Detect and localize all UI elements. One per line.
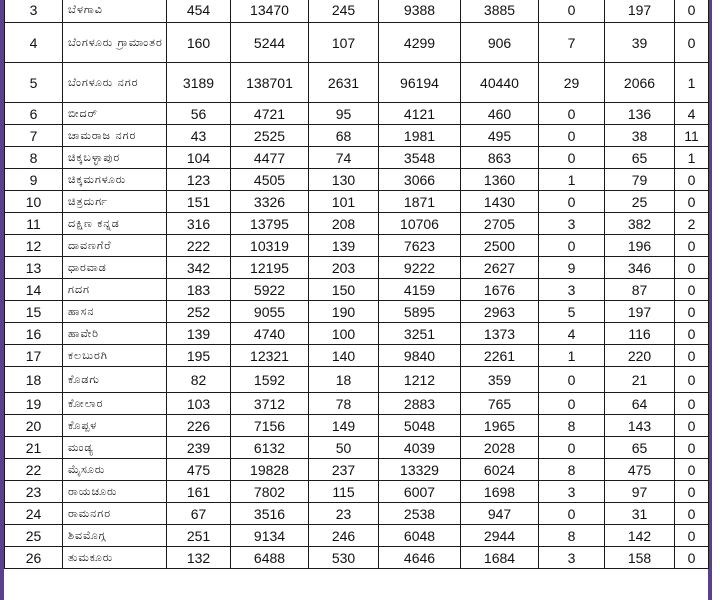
- value-cell: 1676: [461, 279, 539, 301]
- value-cell: 2963: [461, 301, 539, 323]
- value-cell: 116: [605, 323, 675, 345]
- value-cell: 3: [539, 279, 605, 301]
- district-name-cell: ರಾಯಚೂರು: [63, 481, 167, 503]
- value-cell: 7: [539, 23, 605, 63]
- value-cell: 197: [605, 301, 675, 323]
- value-cell: 68: [309, 125, 379, 147]
- district-name-cell: ಕೊಪ್ಪಳ: [63, 415, 167, 437]
- value-cell: 245: [309, 0, 379, 23]
- table-row: [5, 147, 709, 169]
- value-cell: 0: [675, 279, 709, 301]
- value-cell: 2631: [309, 63, 379, 103]
- serial-number-cell: 18: [5, 367, 63, 393]
- value-cell: 79: [605, 169, 675, 191]
- value-cell: 4121: [379, 103, 461, 125]
- value-cell: 0: [675, 169, 709, 191]
- value-cell: 132: [167, 547, 231, 569]
- value-cell: 460: [461, 103, 539, 125]
- serial-number-cell: 21: [5, 437, 63, 459]
- value-cell: 9134: [231, 525, 309, 547]
- value-cell: 56: [167, 103, 231, 125]
- value-cell: 1: [675, 63, 709, 103]
- value-cell: 65: [605, 437, 675, 459]
- value-cell: 7802: [231, 481, 309, 503]
- value-cell: 1592: [231, 367, 309, 393]
- value-cell: 2538: [379, 503, 461, 525]
- value-cell: 237: [309, 459, 379, 481]
- serial-number-cell: 25: [5, 525, 63, 547]
- value-cell: 0: [675, 481, 709, 503]
- value-cell: 158: [605, 547, 675, 569]
- value-cell: 0: [539, 0, 605, 23]
- table-row: [5, 191, 709, 213]
- table-row: [5, 415, 709, 437]
- table-row: [5, 437, 709, 459]
- value-cell: 1871: [379, 191, 461, 213]
- value-cell: 3712: [231, 393, 309, 415]
- district-name-cell: ತುಮಕೂರು: [63, 547, 167, 569]
- table-row: [5, 323, 709, 345]
- value-cell: 87: [605, 279, 675, 301]
- value-cell: 0: [539, 503, 605, 525]
- table-row: [5, 503, 709, 525]
- value-cell: 5244: [231, 23, 309, 63]
- value-cell: 13470: [231, 0, 309, 23]
- value-cell: 0: [675, 525, 709, 547]
- value-cell: 130: [309, 169, 379, 191]
- value-cell: 19828: [231, 459, 309, 481]
- value-cell: 246: [309, 525, 379, 547]
- serial-number-cell: 10: [5, 191, 63, 213]
- value-cell: 2261: [461, 345, 539, 367]
- table-row: [5, 213, 709, 235]
- district-name-cell: ಚಿಕ್ಕಮಗಳೂರು: [63, 169, 167, 191]
- value-cell: 1965: [461, 415, 539, 437]
- serial-number-cell: 4: [5, 23, 63, 63]
- district-name-cell: ಕಲಬುರಗಿ: [63, 345, 167, 367]
- value-cell: 101: [309, 191, 379, 213]
- value-cell: 190: [309, 301, 379, 323]
- value-cell: 3: [539, 481, 605, 503]
- value-cell: 6488: [231, 547, 309, 569]
- value-cell: 4505: [231, 169, 309, 191]
- value-cell: 0: [675, 345, 709, 367]
- value-cell: 1360: [461, 169, 539, 191]
- value-cell: 8: [539, 415, 605, 437]
- district-name-cell: ಹಾವೇರಿ: [63, 323, 167, 345]
- table-row: [5, 367, 709, 393]
- value-cell: 39: [605, 23, 675, 63]
- value-cell: 6024: [461, 459, 539, 481]
- value-cell: 359: [461, 367, 539, 393]
- value-cell: 50: [309, 437, 379, 459]
- serial-number-cell: 19: [5, 393, 63, 415]
- value-cell: 82: [167, 367, 231, 393]
- table-row: [5, 525, 709, 547]
- serial-number-cell: 13: [5, 257, 63, 279]
- table-row: [5, 345, 709, 367]
- district-name-cell: ಗದಗ: [63, 279, 167, 301]
- value-cell: 0: [675, 323, 709, 345]
- district-name-cell: ಶಿವಮೊಗ್ಗ: [63, 525, 167, 547]
- value-cell: 149: [309, 415, 379, 437]
- value-cell: 0: [675, 459, 709, 481]
- serial-number-cell: 15: [5, 301, 63, 323]
- value-cell: 0: [675, 547, 709, 569]
- value-cell: 947: [461, 503, 539, 525]
- value-cell: 0: [675, 235, 709, 257]
- value-cell: 6132: [231, 437, 309, 459]
- value-cell: 40440: [461, 63, 539, 103]
- value-cell: 3: [539, 547, 605, 569]
- value-cell: 475: [605, 459, 675, 481]
- value-cell: 863: [461, 147, 539, 169]
- value-cell: 150: [309, 279, 379, 301]
- value-cell: 2705: [461, 213, 539, 235]
- value-cell: 4039: [379, 437, 461, 459]
- value-cell: 5922: [231, 279, 309, 301]
- value-cell: 0: [539, 393, 605, 415]
- value-cell: 2627: [461, 257, 539, 279]
- district-name-cell: ಕೊಡಗು: [63, 367, 167, 393]
- value-cell: 6048: [379, 525, 461, 547]
- value-cell: 7156: [231, 415, 309, 437]
- value-cell: 0: [539, 191, 605, 213]
- value-cell: 100: [309, 323, 379, 345]
- value-cell: 197: [605, 0, 675, 23]
- value-cell: 1684: [461, 547, 539, 569]
- district-name-cell: ಮೈಸೂರು: [63, 459, 167, 481]
- value-cell: 2028: [461, 437, 539, 459]
- value-cell: 4721: [231, 103, 309, 125]
- value-cell: 222: [167, 235, 231, 257]
- table-row: [5, 169, 709, 191]
- value-cell: 2525: [231, 125, 309, 147]
- value-cell: 252: [167, 301, 231, 323]
- serial-number-cell: 23: [5, 481, 63, 503]
- value-cell: 0: [539, 367, 605, 393]
- district-name-cell: ಬೆಂಗಳೂರು ಗ್ರಾಮಾಂತರ: [63, 23, 167, 63]
- value-cell: 67: [167, 503, 231, 525]
- table-row: [5, 235, 709, 257]
- value-cell: 195: [167, 345, 231, 367]
- value-cell: 10319: [231, 235, 309, 257]
- value-cell: 0: [539, 125, 605, 147]
- value-cell: 7623: [379, 235, 461, 257]
- value-cell: 3189: [167, 63, 231, 103]
- value-cell: 251: [167, 525, 231, 547]
- value-cell: 0: [539, 235, 605, 257]
- value-cell: 103: [167, 393, 231, 415]
- value-cell: 382: [605, 213, 675, 235]
- value-cell: 95: [309, 103, 379, 125]
- value-cell: 0: [539, 437, 605, 459]
- district-name-cell: ಚಾಮರಾಜ ನಗರ: [63, 125, 167, 147]
- serial-number-cell: 6: [5, 103, 63, 125]
- serial-number-cell: 9: [5, 169, 63, 191]
- value-cell: 220: [605, 345, 675, 367]
- value-cell: 143: [605, 415, 675, 437]
- serial-number-cell: 26: [5, 547, 63, 569]
- value-cell: 2066: [605, 63, 675, 103]
- value-cell: 3066: [379, 169, 461, 191]
- serial-number-cell: 8: [5, 147, 63, 169]
- serial-number-cell: 20: [5, 415, 63, 437]
- table-row: [5, 547, 709, 569]
- serial-number-cell: 11: [5, 213, 63, 235]
- value-cell: 5895: [379, 301, 461, 323]
- table-row: [5, 301, 709, 323]
- value-cell: 136: [605, 103, 675, 125]
- value-cell: 43: [167, 125, 231, 147]
- district-name-cell: ಚಿಕ್ಕಬಳ್ಳಾಪುರ: [63, 147, 167, 169]
- value-cell: 0: [539, 103, 605, 125]
- value-cell: 64: [605, 393, 675, 415]
- value-cell: 8: [539, 525, 605, 547]
- value-cell: 5048: [379, 415, 461, 437]
- value-cell: 4646: [379, 547, 461, 569]
- value-cell: 1: [539, 345, 605, 367]
- value-cell: 495: [461, 125, 539, 147]
- value-cell: 906: [461, 23, 539, 63]
- value-cell: 183: [167, 279, 231, 301]
- value-cell: 0: [675, 301, 709, 323]
- value-cell: 4: [539, 323, 605, 345]
- value-cell: 11: [675, 125, 709, 147]
- table-row: [5, 125, 709, 147]
- value-cell: 3885: [461, 0, 539, 23]
- value-cell: 1430: [461, 191, 539, 213]
- value-cell: 316: [167, 213, 231, 235]
- value-cell: 21: [605, 367, 675, 393]
- value-cell: 9388: [379, 0, 461, 23]
- table-row: [5, 23, 709, 63]
- value-cell: 765: [461, 393, 539, 415]
- value-cell: 142: [605, 525, 675, 547]
- value-cell: 3: [539, 213, 605, 235]
- table-row: [5, 459, 709, 481]
- value-cell: 4: [675, 103, 709, 125]
- value-cell: 3548: [379, 147, 461, 169]
- value-cell: 104: [167, 147, 231, 169]
- value-cell: 0: [675, 393, 709, 415]
- district-name-cell: ಹಾಸನ: [63, 301, 167, 323]
- value-cell: 0: [539, 147, 605, 169]
- value-cell: 1698: [461, 481, 539, 503]
- district-name-cell: ಮಂಡ್ಯ: [63, 437, 167, 459]
- value-cell: 4159: [379, 279, 461, 301]
- value-cell: 13795: [231, 213, 309, 235]
- value-cell: 239: [167, 437, 231, 459]
- value-cell: 2500: [461, 235, 539, 257]
- value-cell: 196: [605, 235, 675, 257]
- table-row: [5, 393, 709, 415]
- value-cell: 97: [605, 481, 675, 503]
- serial-number-cell: 7: [5, 125, 63, 147]
- value-cell: 530: [309, 547, 379, 569]
- table-row: [5, 63, 709, 103]
- serial-number-cell: 14: [5, 279, 63, 301]
- district-name-cell: ಕೋಲಾರ: [63, 393, 167, 415]
- serial-number-cell: 22: [5, 459, 63, 481]
- value-cell: 0: [675, 503, 709, 525]
- value-cell: 5: [539, 301, 605, 323]
- district-cases-table: [4, 0, 709, 569]
- value-cell: 1212: [379, 367, 461, 393]
- value-cell: 4740: [231, 323, 309, 345]
- district-name-cell: ದಾವಣಗೆರೆ: [63, 235, 167, 257]
- serial-number-cell: 5: [5, 63, 63, 103]
- value-cell: 1: [539, 169, 605, 191]
- value-cell: 29: [539, 63, 605, 103]
- value-cell: 1373: [461, 323, 539, 345]
- value-cell: 2944: [461, 525, 539, 547]
- value-cell: 139: [309, 235, 379, 257]
- value-cell: 10706: [379, 213, 461, 235]
- value-cell: 38: [605, 125, 675, 147]
- value-cell: 12195: [231, 257, 309, 279]
- district-name-cell: ಬೆಳಗಾವಿ: [63, 0, 167, 23]
- table-row: [5, 481, 709, 503]
- value-cell: 475: [167, 459, 231, 481]
- value-cell: 18: [309, 367, 379, 393]
- value-cell: 0: [675, 415, 709, 437]
- value-cell: 3251: [379, 323, 461, 345]
- serial-number-cell: 24: [5, 503, 63, 525]
- value-cell: 25: [605, 191, 675, 213]
- value-cell: 0: [675, 23, 709, 63]
- value-cell: 9840: [379, 345, 461, 367]
- value-cell: 140: [309, 345, 379, 367]
- value-cell: 342: [167, 257, 231, 279]
- value-cell: 160: [167, 23, 231, 63]
- serial-number-cell: 3: [5, 0, 63, 23]
- value-cell: 138701: [231, 63, 309, 103]
- value-cell: 78: [309, 393, 379, 415]
- value-cell: 74: [309, 147, 379, 169]
- value-cell: 454: [167, 0, 231, 23]
- value-cell: 161: [167, 481, 231, 503]
- table-row: [5, 0, 709, 23]
- value-cell: 0: [675, 257, 709, 279]
- value-cell: 203: [309, 257, 379, 279]
- value-cell: 4477: [231, 147, 309, 169]
- value-cell: 12321: [231, 345, 309, 367]
- table-body: [5, 0, 709, 569]
- serial-number-cell: 12: [5, 235, 63, 257]
- value-cell: 6007: [379, 481, 461, 503]
- district-name-cell: ರಾಮನಗರ: [63, 503, 167, 525]
- value-cell: 151: [167, 191, 231, 213]
- value-cell: 1: [675, 147, 709, 169]
- district-name-cell: ಚಿತ್ರದುರ್ಗ: [63, 191, 167, 213]
- value-cell: 0: [675, 437, 709, 459]
- value-cell: 96194: [379, 63, 461, 103]
- value-cell: 346: [605, 257, 675, 279]
- value-cell: 0: [675, 367, 709, 393]
- district-name-cell: ಬೆಂಗಳೂರು ನಗರ: [63, 63, 167, 103]
- table-row: [5, 257, 709, 279]
- value-cell: 107: [309, 23, 379, 63]
- value-cell: 226: [167, 415, 231, 437]
- value-cell: 65: [605, 147, 675, 169]
- table-row: [5, 103, 709, 125]
- value-cell: 8: [539, 459, 605, 481]
- value-cell: 139: [167, 323, 231, 345]
- value-cell: 2883: [379, 393, 461, 415]
- value-cell: 1981: [379, 125, 461, 147]
- serial-number-cell: 16: [5, 323, 63, 345]
- value-cell: 9222: [379, 257, 461, 279]
- value-cell: 31: [605, 503, 675, 525]
- value-cell: 123: [167, 169, 231, 191]
- district-name-cell: ಧಾರವಾಡ: [63, 257, 167, 279]
- table-row: [5, 279, 709, 301]
- value-cell: 3326: [231, 191, 309, 213]
- value-cell: 0: [675, 191, 709, 213]
- district-name-cell: ದಕ್ಷಿಣ ಕನ್ನಡ: [63, 213, 167, 235]
- serial-number-cell: 17: [5, 345, 63, 367]
- value-cell: 0: [675, 0, 709, 23]
- value-cell: 3516: [231, 503, 309, 525]
- district-name-cell: ಬೀದರ್: [63, 103, 167, 125]
- value-cell: 9: [539, 257, 605, 279]
- value-cell: 9055: [231, 301, 309, 323]
- value-cell: 2: [675, 213, 709, 235]
- value-cell: 23: [309, 503, 379, 525]
- value-cell: 115: [309, 481, 379, 503]
- value-cell: 4299: [379, 23, 461, 63]
- value-cell: 208: [309, 213, 379, 235]
- value-cell: 13329: [379, 459, 461, 481]
